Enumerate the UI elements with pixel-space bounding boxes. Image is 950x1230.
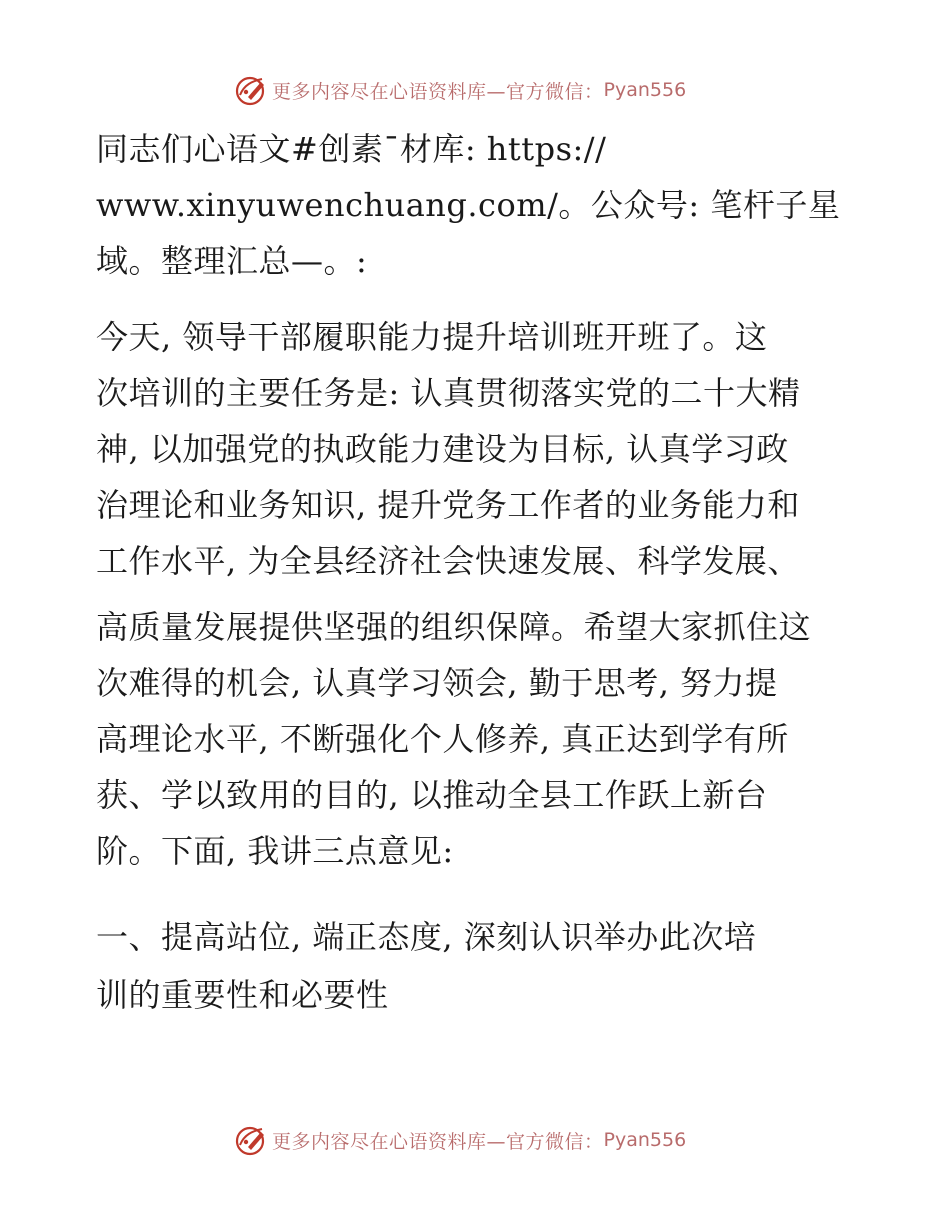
paragraph-line: 次培训的主要任务是: 认真贯彻落实党的二十大精 bbox=[96, 374, 801, 412]
section-heading-line: 训的重要性和必要性 bbox=[96, 976, 389, 1014]
paragraph-line: 高理论水平, 不断强化个人修养, 真正达到学有所 bbox=[96, 720, 789, 758]
watermark-banner-bottom bbox=[234, 1122, 686, 1158]
paragraph-line: 工作水平, 为全县经济社会快速发展、科学发展、 bbox=[96, 542, 800, 580]
paragraph-line: 获、学以致用的目的, 以推动全县工作跃上新台 bbox=[96, 776, 768, 814]
watermark-banner-top bbox=[234, 72, 686, 108]
watermark-handle: Pyan556 bbox=[603, 79, 687, 101]
watermark-text: 更多内容尽在心语资料库—官方微信： bbox=[272, 1130, 604, 1153]
intro-line: 同志们心语文#创素¯材库: https:// bbox=[96, 130, 607, 168]
paragraph-line: 高质量发展提供坚强的组织保障。希望大家抓住这 bbox=[96, 608, 812, 646]
pen-logo-icon bbox=[234, 73, 268, 107]
intro-line: www.xinyuwenchuang.com/。公众号: 笔杆子星 bbox=[96, 186, 841, 224]
paragraph-line: 神, 以加强党的执政能力建设为目标, 认真学习政 bbox=[96, 430, 789, 468]
paragraph-line: 今天, 领导干部履职能力提升培训班开班了。这 bbox=[96, 318, 768, 356]
intro-line: 域。整理汇总—。: bbox=[96, 242, 368, 280]
section-heading-line: 一、提高站位, 端正态度, 深刻认识举办此次培 bbox=[96, 918, 757, 956]
watermark-text: 更多内容尽在心语资料库—官方微信： bbox=[272, 80, 604, 103]
pen-logo-icon bbox=[234, 1123, 268, 1157]
paragraph-line: 次难得的机会, 认真学习领会, 勤于思考, 努力提 bbox=[96, 664, 778, 702]
paragraph-line: 阶。下面, 我讲三点意见: bbox=[96, 832, 454, 870]
paragraph-line: 治理论和业务知识, 提升党务工作者的业务能力和 bbox=[96, 486, 800, 524]
watermark-handle: Pyan556 bbox=[603, 1129, 687, 1151]
